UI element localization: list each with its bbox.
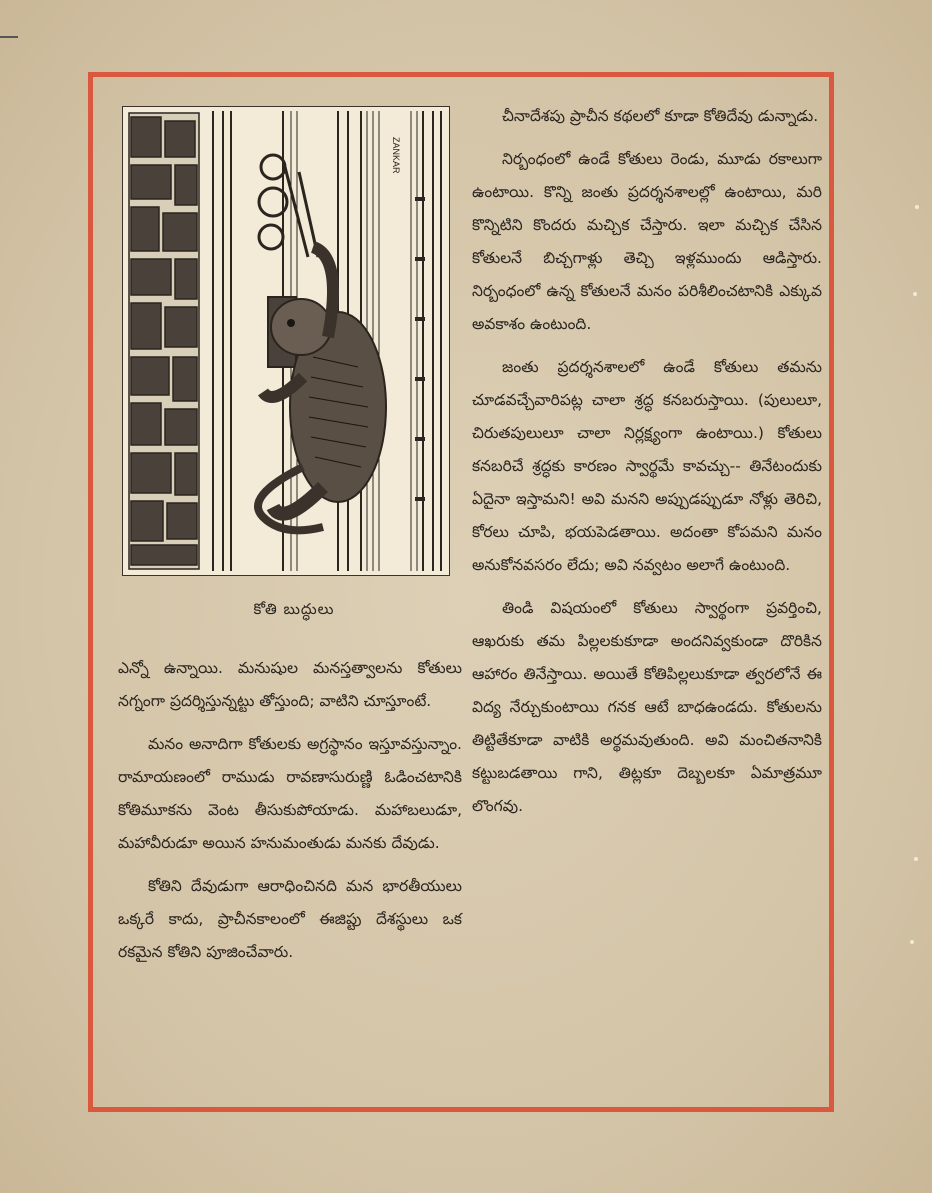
paragraph: తిండి విషయంలో కోతులు స్వార్థంగా ప్రవర్తించి, ఆఖరుకు తమ పిల్లలకుకూడా అందనివ్వకుండా దొరికిన ఆహారం తినేస్తాయి. అయితే కోతిపిల్లలుకూడా త్వరలోనే ఈ విద్య నేర్చుకుంటాయి గనక ఆటే బాధఉండదు. కోతులను తిట్టితేకూడా వాటికి అర్థమవుతుంది. అవి మంచితనానికి కట్టుబడతాయి గాని, తిట్లకూ దెబ్బలకూ ఏమాత్రమూ లొంగవు. <box>472 599 822 815</box>
paragraph: కోతిని దేవుడుగా ఆరాధించినది మన భారతీయులు ఒక్కరే కాదు, ప్రాచీనకాలంలో ఈజిప్టు దేశస్థులు ఒక రకమైన కోతిని పూజించేవారు. <box>118 877 462 961</box>
paragraph: నిర్బంధంలో ఉండే కోతులు రెండు, మూడు రకాలుగా ఉంటాయి. కొన్ని జంతు ప్రదర్శనశాలల్లో ఉంటాయి, మరి కొన్నిటిని కొందరు మచ్చిక చేస్తారు. ఇలా మచ్చిక చేసిన కోతులనే బిచ్చగాళ్లు తెచ్చి ఇళ్లముందు ఆడిస్తారు. నిర్బంధంలో ఉన్న కోతులనే మనం పరిశీలించటానికి ఎక్కువ అవకాశం ఉంటుంది. <box>472 150 822 333</box>
corner-mark <box>0 36 18 38</box>
paper-speck <box>914 857 918 861</box>
right-column <box>472 100 822 833</box>
paper-speck <box>915 205 919 209</box>
illustration-caption: కోతి బుద్ధులు <box>253 600 335 618</box>
brick-wall <box>129 113 199 569</box>
left-column <box>118 92 470 979</box>
paragraph: మనం అనాదిగా కోతులకు అగ్రస్థానం ఇస్తూవస్తున్నాం. రామాయణంలో రాముడు రావణాసురుణ్ణి ఓడించటానికి కోతిమూకను వెంట తీసుకుపోయాడు. మహాబలుడూ, మహావీరుడూ అయిన హనుమంతుడు మనకు దేవుడు. <box>118 735 462 852</box>
paragraph: జంతు ప్రదర్శనశాలలో ఉండే కోతులు తమను చూడవచ్చేవారిపట్ల చాలా శ్రద్ధ కనబరుస్తాయి. (పులులూ, చిరుతపులులూ చాలా నిర్లక్ష్యంగా ఉంటాయి.) కోతులు కనబరిచే శ్రద్ధకు కారణం స్వార్థమే కావచ్చు-- తినేటందుకు ఏదైనా ఇస్తామని! అవి మనని అప్పుడప్పుడూ నోళ్లు తెరిచి, కోరలు చూపి, భయపెడతాయి. అదంతా కోపమని మనం అనుకోనవసరం లేదు; అవి నవ్వటం అలాగే ఉంటుంది. <box>472 358 822 574</box>
monkey-door-knocker-drawing <box>123 107 449 575</box>
monkey-illustration <box>122 106 450 576</box>
right-text-body <box>472 100 822 823</box>
left-text-body <box>118 652 470 969</box>
paper-speck <box>913 292 917 296</box>
paper-speck <box>910 940 914 944</box>
paragraph: చీనాదేశపు ప్రాచీన కథలలో కూడా కోతిదేవు డున్నాడు. <box>502 107 819 125</box>
door-sign-text: ZANKAR <box>391 137 401 174</box>
paragraph: ఎన్నో ఉన్నాయి. మనుషుల మనస్తత్వాలను కోతులు నగ్నంగా ప్రదర్శిస్తున్నట్టు తోస్తుంది; వాటిని చూస్తూంటే. <box>118 659 462 710</box>
